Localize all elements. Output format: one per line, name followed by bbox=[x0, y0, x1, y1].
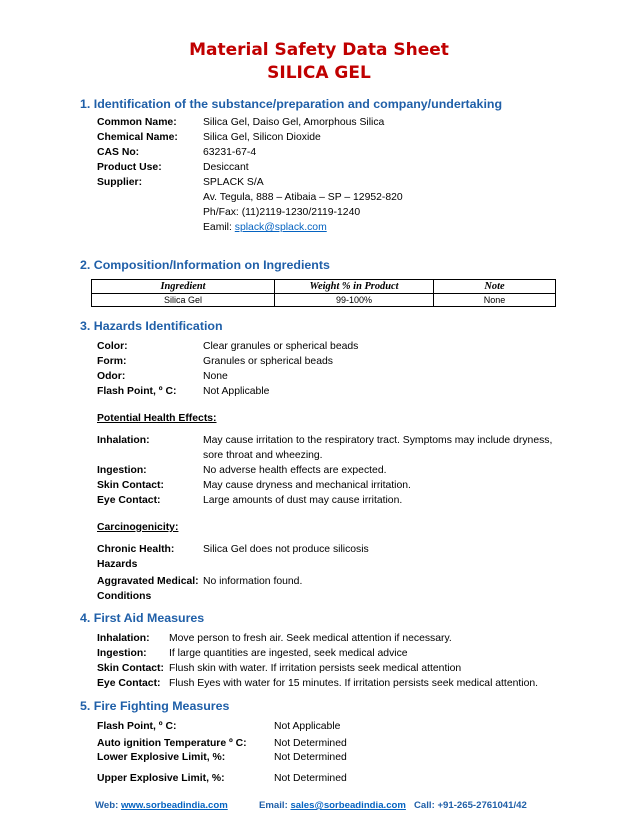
color-label: Color: bbox=[97, 341, 128, 352]
cell-ingredient: Silica Gel bbox=[92, 294, 275, 307]
inhalation-text-1: May cause irritation to the respiratory tract. Symptoms may include dryness, bbox=[203, 435, 553, 446]
carcinogenicity-heading: Carcinogenicity: bbox=[97, 522, 179, 533]
section-5-heading: 5. Fire Fighting Measures bbox=[80, 699, 230, 713]
email-label: Eamil: bbox=[203, 222, 235, 233]
skin-contact-value: May cause dryness and mechanical irritation. bbox=[203, 480, 411, 491]
table-row bbox=[92, 294, 556, 307]
table-header-row bbox=[92, 280, 556, 294]
chronic-health-label-1: Chronic Health: bbox=[97, 544, 175, 555]
eye-contact-label: Eye Contact: bbox=[97, 495, 161, 506]
cell-weight: 99-100% bbox=[275, 294, 434, 307]
first-aid-ingestion-value: If large quantities are ingested, seek medical advice bbox=[169, 648, 408, 659]
first-aid-skin-value: Flush skin with water. If irritation persists seek medical attention bbox=[169, 663, 462, 674]
cas-value: 63231-67-4 bbox=[203, 147, 257, 158]
cas-label: CAS No: bbox=[97, 147, 140, 158]
supplier-email-line bbox=[203, 222, 327, 233]
odor-value: None bbox=[203, 371, 228, 382]
odor-label: Odor: bbox=[97, 371, 126, 382]
document-title: Material Safety Data Sheet bbox=[189, 40, 449, 60]
flash-point-value: Not Applicable bbox=[203, 386, 270, 397]
lower-explosive-value: Not Determined bbox=[274, 752, 347, 763]
skin-contact-label: Skin Contact: bbox=[97, 480, 164, 491]
column-header-note: Note bbox=[434, 280, 556, 294]
first-aid-eye-value: Flush Eyes with water for 15 minutes. If irritation persists seek medical attention. bbox=[169, 678, 539, 689]
composition-table bbox=[91, 279, 556, 307]
upper-explosive-label: Upper Explosive Limit, %: bbox=[97, 773, 225, 784]
supplier-email-link[interactable]: splack@splack.com bbox=[234, 222, 327, 233]
chronic-health-value: Silica Gel does not produce silicosis bbox=[203, 544, 369, 555]
first-aid-skin-label: Skin Contact: bbox=[97, 663, 164, 674]
footer-web bbox=[95, 800, 228, 811]
auto-ignition-label: Auto ignition Temperature º C: bbox=[97, 738, 247, 749]
supplier-name: SPLACK S/A bbox=[203, 177, 264, 188]
section-2-heading: 2. Composition/Information on Ingredients bbox=[80, 258, 330, 272]
flash-point-label: Flash Point, º C: bbox=[97, 386, 177, 397]
document-subtitle: SILICA GEL bbox=[267, 63, 371, 83]
footer-web-label: Web: bbox=[95, 800, 121, 811]
product-use-value: Desiccant bbox=[203, 162, 249, 173]
footer-email-label: Email: bbox=[259, 800, 291, 811]
column-header-weight: Weight % in Product bbox=[275, 280, 434, 294]
footer-web-link[interactable]: www.sorbeadindia.com bbox=[120, 800, 228, 811]
auto-ignition-value: Not Determined bbox=[274, 738, 347, 749]
section-3-heading: 3. Hazards Identification bbox=[80, 319, 223, 333]
first-aid-ingestion-label: Ingestion: bbox=[97, 648, 147, 659]
product-use-label: Product Use: bbox=[97, 162, 162, 173]
aggravated-value: No information found. bbox=[203, 576, 303, 587]
upper-explosive-value: Not Determined bbox=[274, 773, 347, 784]
section-1-heading: 1. Identification of the substance/preparation and company/undertaking bbox=[80, 97, 503, 111]
supplier-label: Supplier: bbox=[97, 177, 143, 188]
fire-flash-point-value: Not Applicable bbox=[274, 721, 341, 732]
supplier-address: Av. Tegula, 888 – Atibaia – SP – 12952-820 bbox=[203, 192, 403, 203]
inhalation-text-2: sore throat and wheezing. bbox=[203, 450, 323, 461]
footer-email-link[interactable]: sales@sorbeadindia.com bbox=[290, 800, 406, 811]
chronic-health-label-2: Hazards bbox=[97, 559, 138, 570]
first-aid-inhalation-label: Inhalation: bbox=[97, 633, 150, 644]
section-4-heading: 4. First Aid Measures bbox=[80, 611, 205, 625]
ingestion-value: No adverse health effects are expected. bbox=[203, 465, 387, 476]
column-header-ingredient: Ingredient bbox=[92, 280, 275, 294]
fire-flash-point-label: Flash Point, º C: bbox=[97, 721, 177, 732]
first-aid-eye-label: Eye Contact: bbox=[97, 678, 161, 689]
health-effects-heading: Potential Health Effects: bbox=[97, 413, 217, 424]
form-value: Granules or spherical beads bbox=[203, 356, 333, 367]
common-name-label: Common Name: bbox=[97, 117, 177, 128]
cell-note: None bbox=[434, 294, 556, 307]
chemical-name-value: Silica Gel, Silicon Dioxide bbox=[203, 132, 321, 143]
color-value: Clear granules or spherical beads bbox=[203, 341, 359, 352]
supplier-phone: Ph/Fax: (11)2119-1230/2119-1240 bbox=[203, 207, 361, 218]
footer-email bbox=[259, 800, 406, 811]
inhalation-label: Inhalation: bbox=[97, 435, 150, 446]
eye-contact-value: Large amounts of dust may cause irritation. bbox=[203, 495, 403, 506]
aggravated-label-1: Aggravated Medical: bbox=[97, 576, 199, 587]
first-aid-inhalation-value: Move person to fresh air. Seek medical attention if necessary. bbox=[169, 633, 452, 644]
lower-explosive-label: Lower Explosive Limit, %: bbox=[97, 752, 226, 763]
form-label: Form: bbox=[97, 356, 127, 367]
ingestion-label: Ingestion: bbox=[97, 465, 147, 476]
chemical-name-label: Chemical Name: bbox=[97, 132, 178, 143]
footer-call: Call: +91-265-2761041/42 bbox=[414, 800, 527, 811]
common-name-value: Silica Gel, Daiso Gel, Amorphous Silica bbox=[203, 117, 385, 128]
aggravated-label-2: Conditions bbox=[97, 591, 152, 602]
